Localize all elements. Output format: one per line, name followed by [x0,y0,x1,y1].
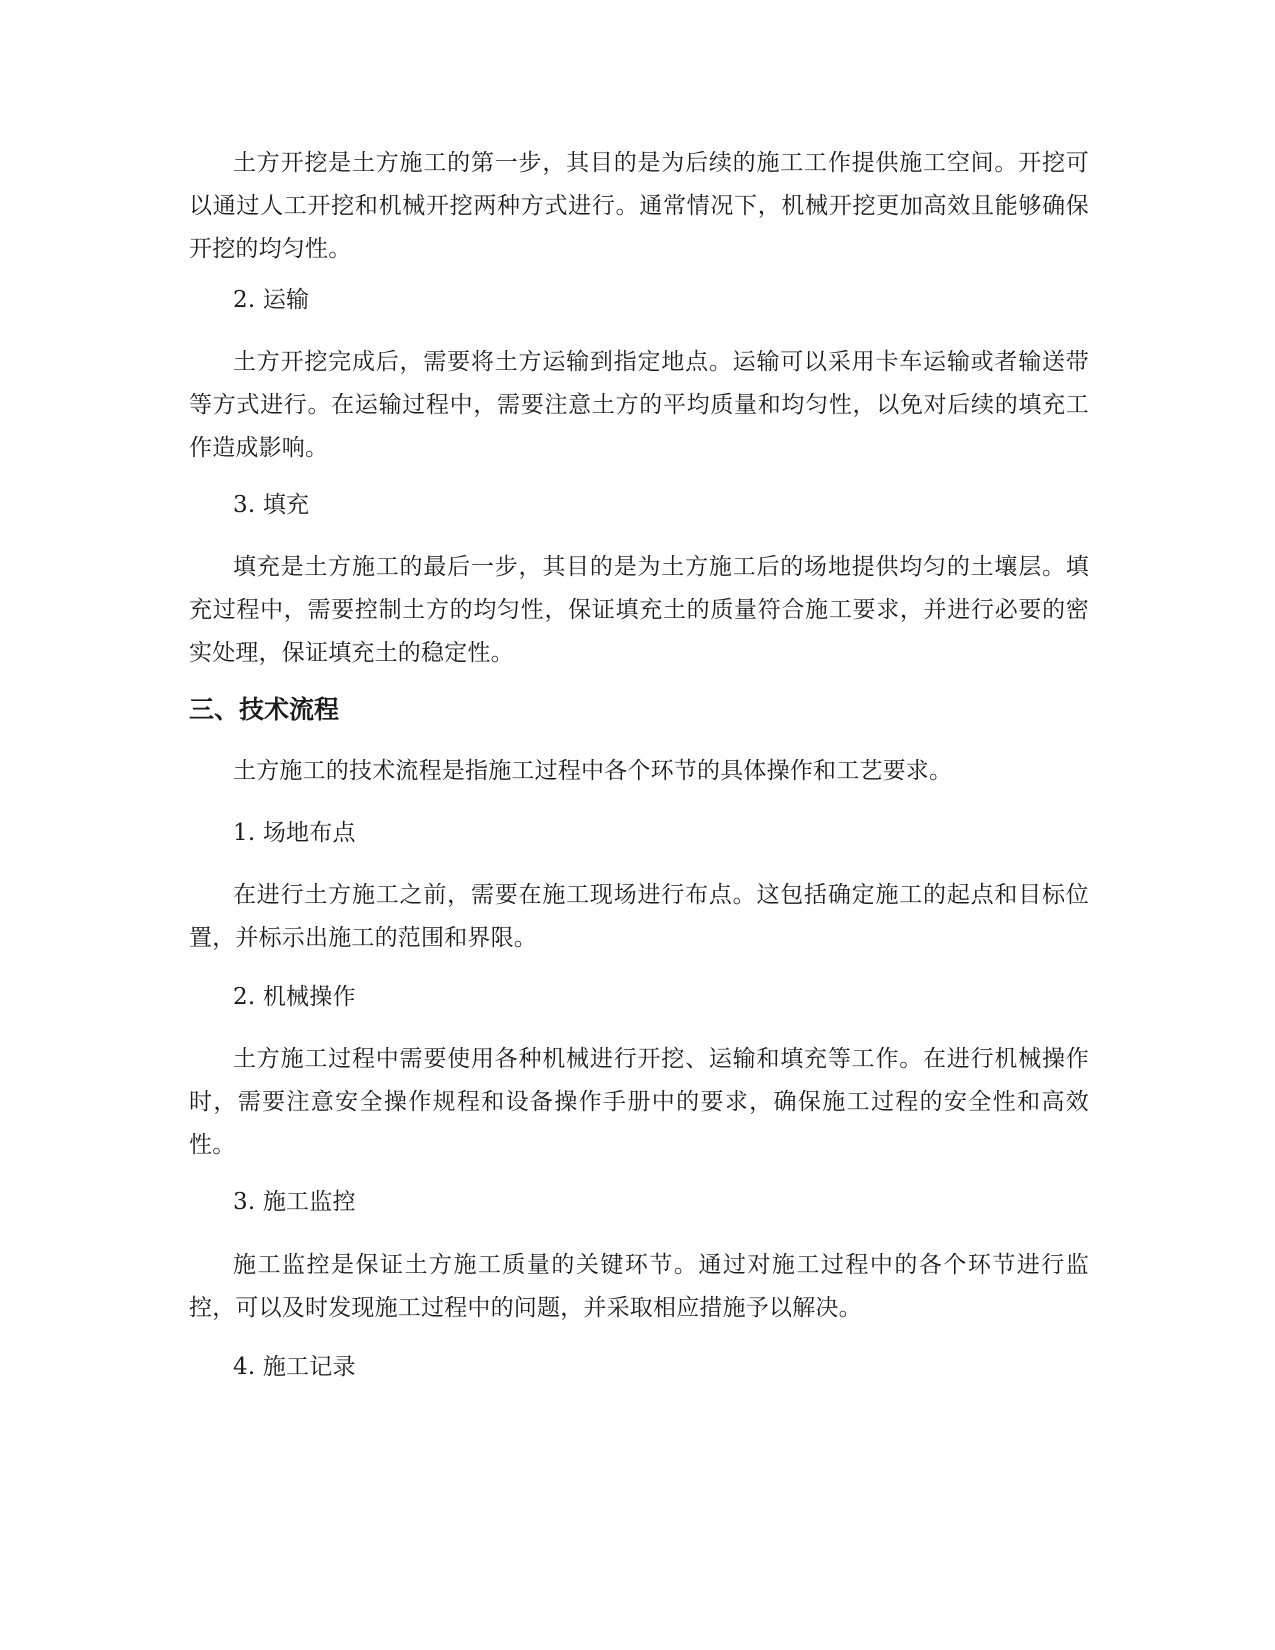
list-item-label: 3. 填充 [233,492,310,518]
list-item-machine [189,976,1089,1019]
list-item-record [189,1346,1089,1389]
list-item-layout [189,812,1089,855]
paragraph-text: 土方施工过程中需要使用各种机械进行开挖、运输和填充等工作。在进行机械操作时，需要注意安全操作规程和设备操作手册中的要求，确保施工过程的安全性和高效性。 [189,1046,1089,1158]
list-item-fill [189,484,1089,527]
list-item-label: 4. 施工记录 [233,1354,356,1380]
paragraph-excavation [189,142,1089,271]
list-item-monitor [189,1181,1089,1224]
paragraph-transport [189,341,1089,470]
list-item-transport [189,279,1089,322]
paragraph-tech-intro [189,750,1089,793]
paragraph-text: 土方施工的技术流程是指施工过程中各个环节的具体操作和工艺要求。 [233,758,953,784]
paragraph-machine [189,1038,1089,1167]
paragraph-text: 填充是土方施工的最后一步，其目的是为土方施工后的场地提供均匀的土壤层。填充过程中，需要控制土方的均匀性，保证填充土的质量符合施工要求，并进行必要的密实处理，保证填充土的稳定性。 [189,554,1089,666]
list-item-label: 2. 机械操作 [233,984,356,1010]
list-item-label: 3. 施工监控 [233,1189,356,1215]
paragraph-text: 土方开挖是土方施工的第一步，其目的是为后续的施工工作提供施工空间。开挖可以通过人工开挖和机械开挖两种方式进行。通常情况下，机械开挖更加高效且能够确保开挖的均匀性。 [189,150,1089,262]
paragraph-text: 在进行土方施工之前，需要在施工现场进行布点。这包括确定施工的起点和目标位置，并标示出施工的范围和界限。 [189,882,1089,951]
paragraph-text: 施工监控是保证土方施工质量的关键环节。通过对施工过程中的各个环节进行监控，可以及时发现施工过程中的问题，并采取相应措施予以解决。 [189,1252,1089,1321]
list-item-label: 1. 场地布点 [233,820,356,846]
list-item-label: 2. 运输 [233,287,310,313]
paragraph-layout [189,874,1089,960]
paragraph-fill [189,546,1089,675]
section-heading: 三、技术流程 [189,695,340,724]
paragraph-monitor [189,1244,1089,1330]
paragraph-text: 土方开挖完成后，需要将土方运输到指定地点。运输可以采用卡车运输或者输送带等方式进行。在运输过程中，需要注意土方的平均质量和均匀性，以免对后续的填充工作造成影响。 [189,349,1089,461]
